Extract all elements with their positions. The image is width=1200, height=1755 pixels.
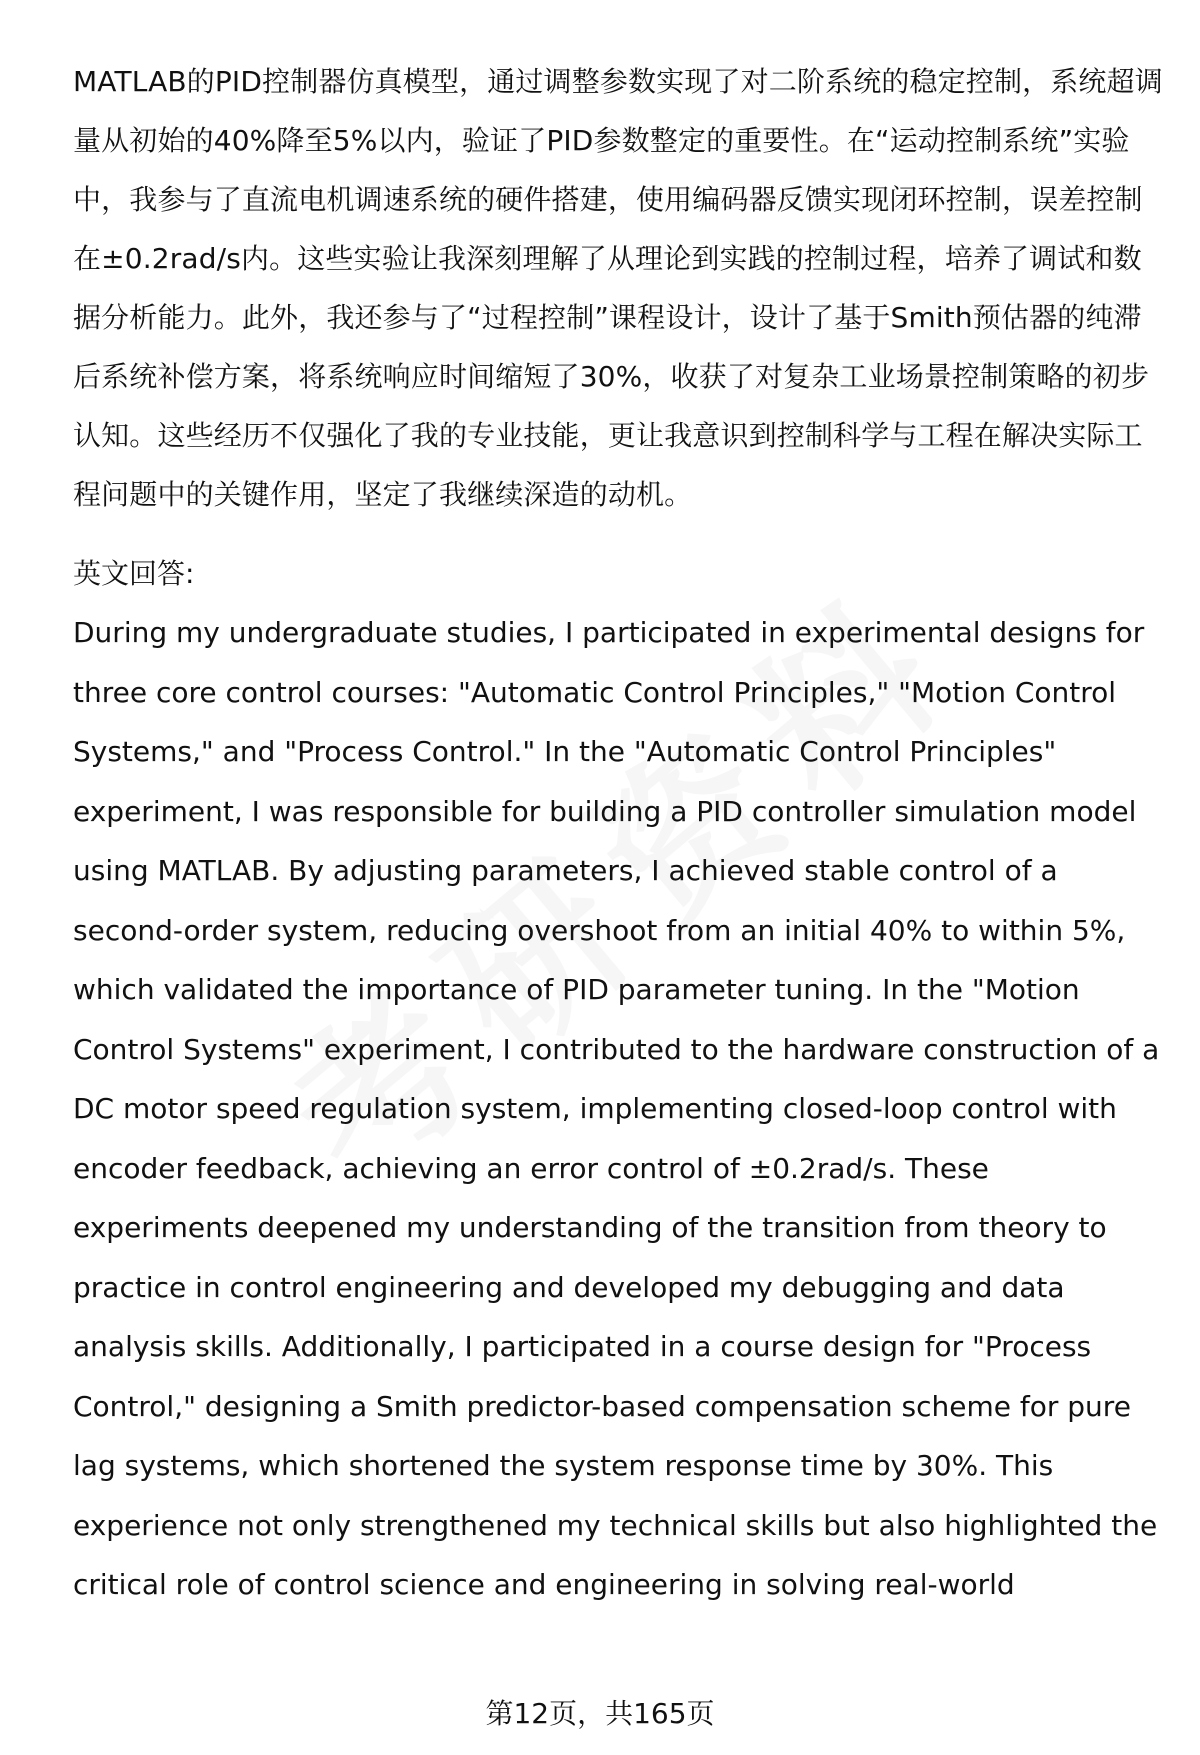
english-answer-label: 英文回答: xyxy=(73,557,195,590)
chinese-paragraph: MATLAB的PID控制器仿真模型，通过调整参数实现了对二阶系统的稳定控制，系统超调量从初始的40%降至5%以内，验证了PID参数整定的重要性。在“运动控制系统”实验中，我参与了直流电机调速系统的硬件搭建，使用编码器反馈实现闭环控制，误差控制在±0.2rad/s内。这些实验让我深刻理解了从理论到实践的控制过程，培养了调试和数据分析能力。此外，我还参与了“过程控制”课程设计，设计了基于Smith预估器的纯滞后系统补偿方案，将系统响应时间缩短了30%，收获了对复杂工业场景控制策略的初步认知。这些经历不仅强化了我的专业技能，更让我意识到控制科学与工程在解决实际工程问题中的关键作用，坚定了我继续深造的动机。 xyxy=(73,65,1163,511)
english-paragraph: During my undergraduate studies, I participated in experimental designs for three core control courses: "Automatic Control Principles," "Motion Control Systems," and "Process Control." In the "Automatic Control Principles" experiment, I was responsible for building a PID controller simulation model using MATLAB. By adjusting parameters, I achieved stable control of a second-order system, reducing overshoot from an initial 40% to within 5%, which validated the importance of PID parameter tuning. In the "Motion Control Systems" experiment, I contributed to the hardware construction of a DC motor speed regulation system, implementing closed-loop control with encoder feedback, achieving an error control of ±0.2rad/s. These experiments deepened my understanding of the transition from theory to practice in control engineering and developed my debugging and data analysis skills. Additionally, I participated in a course design for "Process Control," designing a Smith predictor-based compensation scheme for pure lag systems, which shortened the system response time by 30%. This experience not only strengthened my technical skills but also highlighted the critical role of control science and engineering in solving real-world xyxy=(73,616,1160,1601)
content-area xyxy=(73,52,1163,1615)
page-footer: 第12页，共165页 xyxy=(485,1697,715,1730)
